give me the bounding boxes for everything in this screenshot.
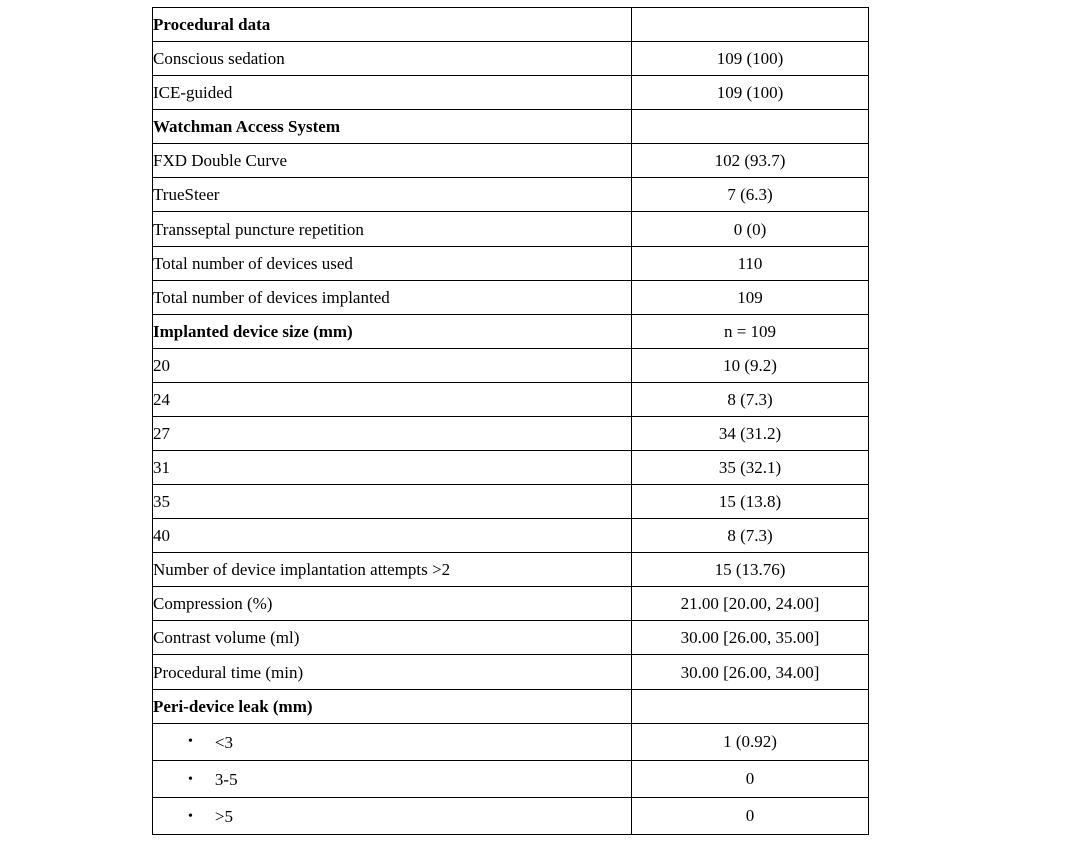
row-value: 110 <box>632 246 869 280</box>
row-value: 109 (100) <box>632 42 869 76</box>
row-label: TrueSteer <box>153 178 632 212</box>
row-value: 30.00 [26.00, 35.00] <box>632 621 869 655</box>
row-value <box>632 110 869 144</box>
row-label: Total number of devices used <box>153 246 632 280</box>
table-row <box>153 621 869 655</box>
table-row <box>153 689 869 723</box>
table-row <box>153 553 869 587</box>
row-label: FXD Double Curve <box>153 144 632 178</box>
row-label: Procedural data <box>153 8 632 42</box>
row-label-text: >5 <box>214 807 233 827</box>
row-value: n = 109 <box>632 314 869 348</box>
row-label: 31 <box>153 451 632 485</box>
table-row <box>153 416 869 450</box>
table-row <box>153 760 869 797</box>
row-label: 27 <box>153 416 632 450</box>
table-row <box>153 348 869 382</box>
table-row <box>153 587 869 621</box>
table-row <box>153 178 869 212</box>
row-value: 8 (7.3) <box>632 382 869 416</box>
row-value <box>632 8 869 42</box>
row-label: Total number of devices implanted <box>153 280 632 314</box>
row-value: 1 (0.92) <box>632 723 869 760</box>
table-row <box>153 42 869 76</box>
row-label <box>153 797 632 834</box>
table-row <box>153 280 869 314</box>
row-label-text: 3-5 <box>214 770 238 790</box>
row-label: Implanted device size (mm) <box>153 314 632 348</box>
row-label: Conscious sedation <box>153 42 632 76</box>
table-row <box>153 797 869 834</box>
row-value: 10 (9.2) <box>632 348 869 382</box>
bullet-icon: • <box>188 808 193 824</box>
table-row <box>153 519 869 553</box>
row-label <box>153 760 632 797</box>
procedural-table-body <box>153 8 869 835</box>
row-value: 102 (93.7) <box>632 144 869 178</box>
row-label: Transseptal puncture repetition <box>153 212 632 246</box>
table-row <box>153 144 869 178</box>
row-label: ICE-guided <box>153 76 632 110</box>
row-value: 109 <box>632 280 869 314</box>
row-label: Contrast volume (ml) <box>153 621 632 655</box>
row-value: 35 (32.1) <box>632 451 869 485</box>
row-label-text: <3 <box>214 732 233 752</box>
row-value: 0 <box>632 760 869 797</box>
row-value: 0 <box>632 797 869 834</box>
row-label: Compression (%) <box>153 587 632 621</box>
row-value: 0 (0) <box>632 212 869 246</box>
row-label <box>153 723 632 760</box>
table-row <box>153 314 869 348</box>
bullet-icon: • <box>188 734 193 750</box>
row-value: 34 (31.2) <box>632 416 869 450</box>
row-label: 24 <box>153 382 632 416</box>
row-label: 40 <box>153 519 632 553</box>
row-value: 109 (100) <box>632 76 869 110</box>
table-row <box>153 76 869 110</box>
row-value: 30.00 [26.00, 34.00] <box>632 655 869 689</box>
row-label: Number of device implantation attempts >2 <box>153 553 632 587</box>
table-row <box>153 382 869 416</box>
row-label: Watchman Access System <box>153 110 632 144</box>
row-value: 7 (6.3) <box>632 178 869 212</box>
table-row <box>153 723 869 760</box>
row-value: 8 (7.3) <box>632 519 869 553</box>
table-row <box>153 655 869 689</box>
row-value: 15 (13.8) <box>632 485 869 519</box>
table-row <box>153 451 869 485</box>
row-value: 21.00 [20.00, 24.00] <box>632 587 869 621</box>
row-label: 20 <box>153 348 632 382</box>
procedural-data-table <box>152 7 869 835</box>
table-row <box>153 8 869 42</box>
table-row <box>153 110 869 144</box>
row-label: 35 <box>153 485 632 519</box>
row-value: 15 (13.76) <box>632 553 869 587</box>
bullet-icon: • <box>188 771 193 787</box>
row-label: Procedural time (min) <box>153 655 632 689</box>
row-value <box>632 689 869 723</box>
row-label: Peri-device leak (mm) <box>153 689 632 723</box>
table-row <box>153 246 869 280</box>
table-row <box>153 212 869 246</box>
table-row <box>153 485 869 519</box>
